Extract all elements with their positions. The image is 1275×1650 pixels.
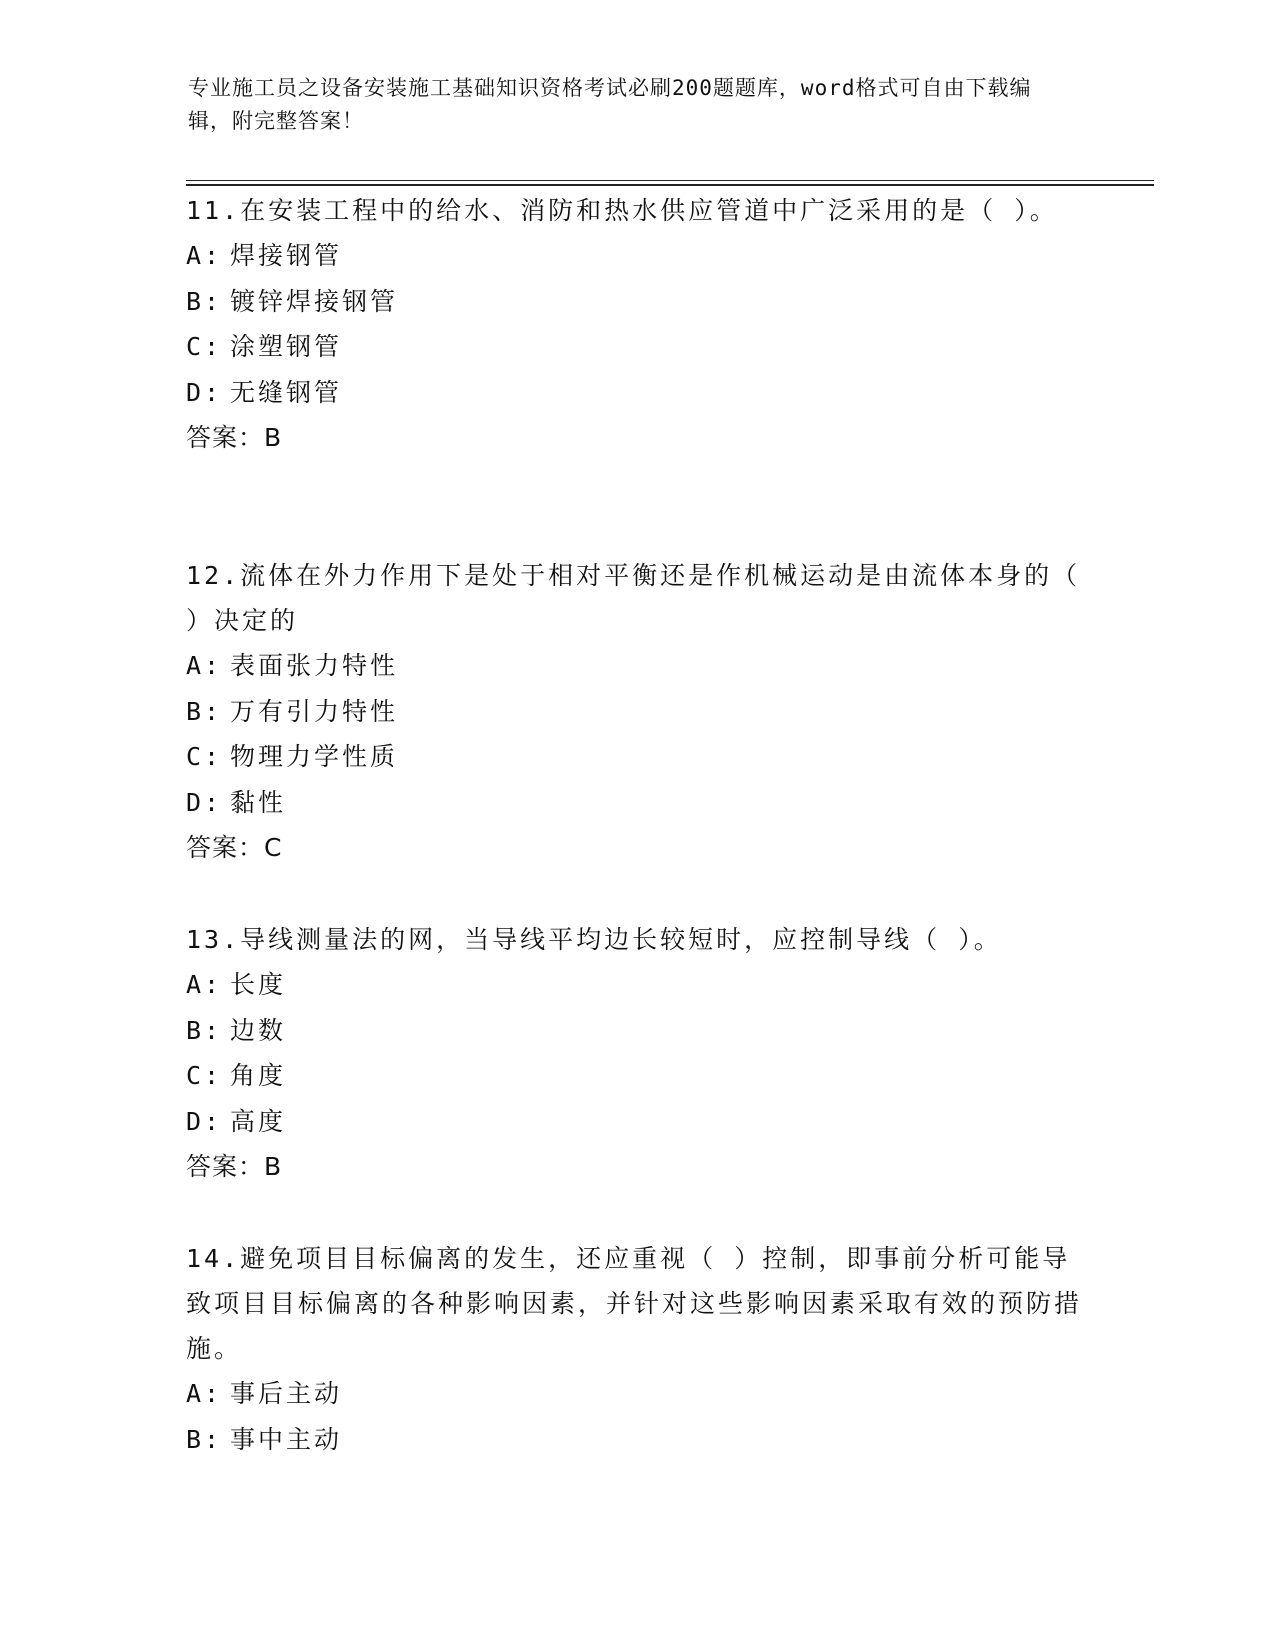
option-d xyxy=(186,780,1086,826)
option-text: 高度 xyxy=(230,1106,287,1136)
option-b xyxy=(186,1417,1086,1463)
question-12 xyxy=(186,553,1086,871)
option-text: 万有引力特性 xyxy=(230,696,399,726)
question-13 xyxy=(186,917,1086,1190)
option-text: 物理力学性质 xyxy=(230,742,399,771)
option-key: B: xyxy=(186,1015,223,1045)
document-header: 专业施工员之设备安装施工基础知识资格考试必刷200题题库，word格式可自由下载编辑，附完整答案！ xyxy=(188,76,1032,133)
option-key: A: xyxy=(186,651,223,680)
option-text: 角度 xyxy=(230,1061,287,1090)
option-b xyxy=(186,1008,1086,1054)
option-key: B: xyxy=(186,286,223,316)
option-a xyxy=(186,1371,1086,1417)
option-b xyxy=(186,689,1086,735)
option-text: 无缝钢管 xyxy=(230,377,343,407)
option-key: B: xyxy=(186,1424,223,1454)
header-divider-thick xyxy=(186,184,1154,186)
option-text: 长度 xyxy=(230,970,287,999)
option-text: 事中主动 xyxy=(230,1424,343,1454)
option-key: C: xyxy=(186,1061,223,1090)
option-key: C: xyxy=(186,742,223,771)
question-stem: 11.在安装工程中的给水、消防和热水供应管道中广泛采用的是（ ）。 xyxy=(186,196,1058,225)
option-key: B: xyxy=(186,696,223,726)
option-text: 事后主动 xyxy=(230,1379,343,1408)
option-d xyxy=(186,1099,1086,1145)
question-stem: 13.导线测量法的网，当导线平均边长较短时，应控制导线（ ）。 xyxy=(186,925,1002,954)
answer-line: 答案：C xyxy=(186,833,283,862)
option-b xyxy=(186,279,1086,325)
question-11 xyxy=(186,188,1086,461)
header-divider-thin xyxy=(186,180,1154,181)
option-a xyxy=(186,233,1086,279)
option-c xyxy=(186,324,1086,370)
answer-line: 答案：B xyxy=(186,423,283,452)
question-14 xyxy=(186,1236,1086,1462)
option-key: D: xyxy=(186,377,223,407)
option-c xyxy=(186,734,1086,780)
option-key: A: xyxy=(186,241,223,270)
question-stem: 14.避免项目目标偏离的发生，还应重视（ ）控制，即事前分析可能导致项目目标偏离的各种影响因素，并针对这些影响因素采取有效的预防措施。 xyxy=(186,1244,1083,1363)
option-text: 焊接钢管 xyxy=(230,241,343,270)
option-key: D: xyxy=(186,1106,223,1136)
option-text: 表面张力特性 xyxy=(230,651,399,680)
option-key: A: xyxy=(186,970,223,999)
option-text: 镀锌焊接钢管 xyxy=(230,286,399,316)
option-a xyxy=(186,962,1086,1008)
option-key: A: xyxy=(186,1379,223,1408)
option-key: D: xyxy=(186,787,223,817)
option-text: 黏性 xyxy=(230,787,287,817)
option-key: C: xyxy=(186,332,223,361)
option-c xyxy=(186,1053,1086,1099)
question-stem: 12.流体在外力作用下是处于相对平衡还是作机械运动是由流体本身的（ ）决定的 xyxy=(186,561,1081,635)
option-d xyxy=(186,370,1086,416)
option-text: 边数 xyxy=(230,1015,287,1045)
option-text: 涂塑钢管 xyxy=(230,332,343,361)
answer-line: 答案：B xyxy=(186,1152,283,1181)
option-a xyxy=(186,643,1086,689)
